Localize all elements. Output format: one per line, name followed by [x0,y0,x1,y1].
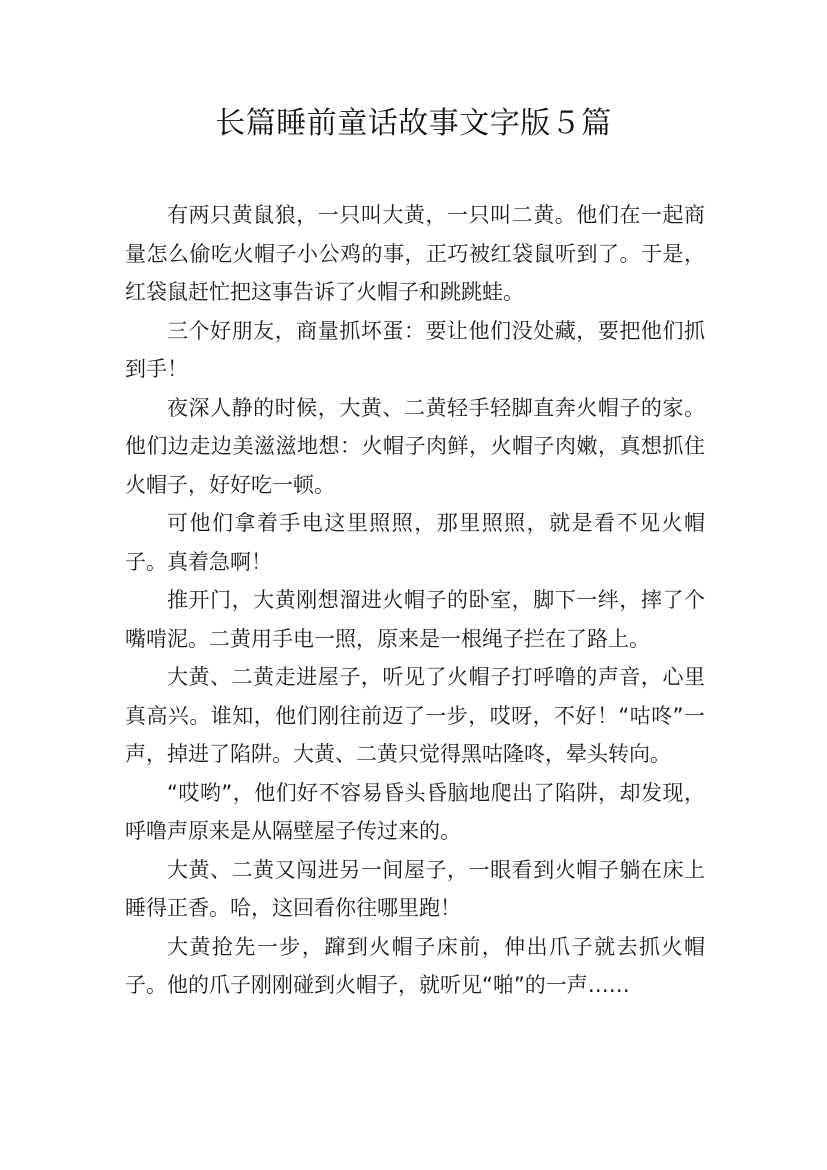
paragraph-7: “哎哟”，他们好不容易昏头昏脑地爬出了陷阱，却发现，呼噜声原来是从隔壁屋子传过来的。 [125,780,705,843]
document-body [125,196,705,1005]
paragraph-1: 有两只黄鼠狼，一只叫大黄，一只叫二黄。他们在一起商量怎么偷吃火帽子小公鸡的事，正巧被红袋鼠听到了。于是，红袋鼠赶忙把这事告诉了火帽子和跳跳蛙。 [125,203,705,304]
paragraph-4: 可他们拿着手电这里照照，那里照照，就是看不见火帽子。真着急啊！ [125,511,705,574]
paragraph-5: 推开门，大黄刚想溜进火帽子的卧室，脚下一绊，摔了个嘴啃泥。二黄用手电一照，原来是一根绳子拦在了路上。 [125,588,705,651]
paragraph-8: 大黄、二黄又闯进另一间屋子，一眼看到火帽子躺在床上睡得正香。哈，这回看你往哪里跑！ [125,857,705,920]
document-title: 长篇睡前童话故事文字版５篇 [215,106,612,141]
paragraph-6: 大黄、二黄走进屋子，听见了火帽子打呼噜的声音，心里真高兴。谁知，他们刚往前迈了一步，哎呀，不好！“咕咚”一声，掉进了陷阱。大黄、二黄只觉得黑咕隆咚，晕头转向。 [125,665,705,766]
paragraph-9: 大黄抢先一步，蹿到火帽子床前，伸出爪子就去抓火帽子。他的爪子刚刚碰到火帽子，就听见“啪”的一声…… [125,934,705,997]
paragraph-2: 三个好朋友，商量抓坏蛋：要让他们没处藏，要把他们抓到手！ [125,318,705,381]
paragraph-3: 夜深人静的时候，大黄、二黄轻手轻脚直奔火帽子的家。他们边走边美滋滋地想：火帽子肉鲜，火帽子肉嫩，真想抓住火帽子，好好吃一顿。 [125,395,705,497]
